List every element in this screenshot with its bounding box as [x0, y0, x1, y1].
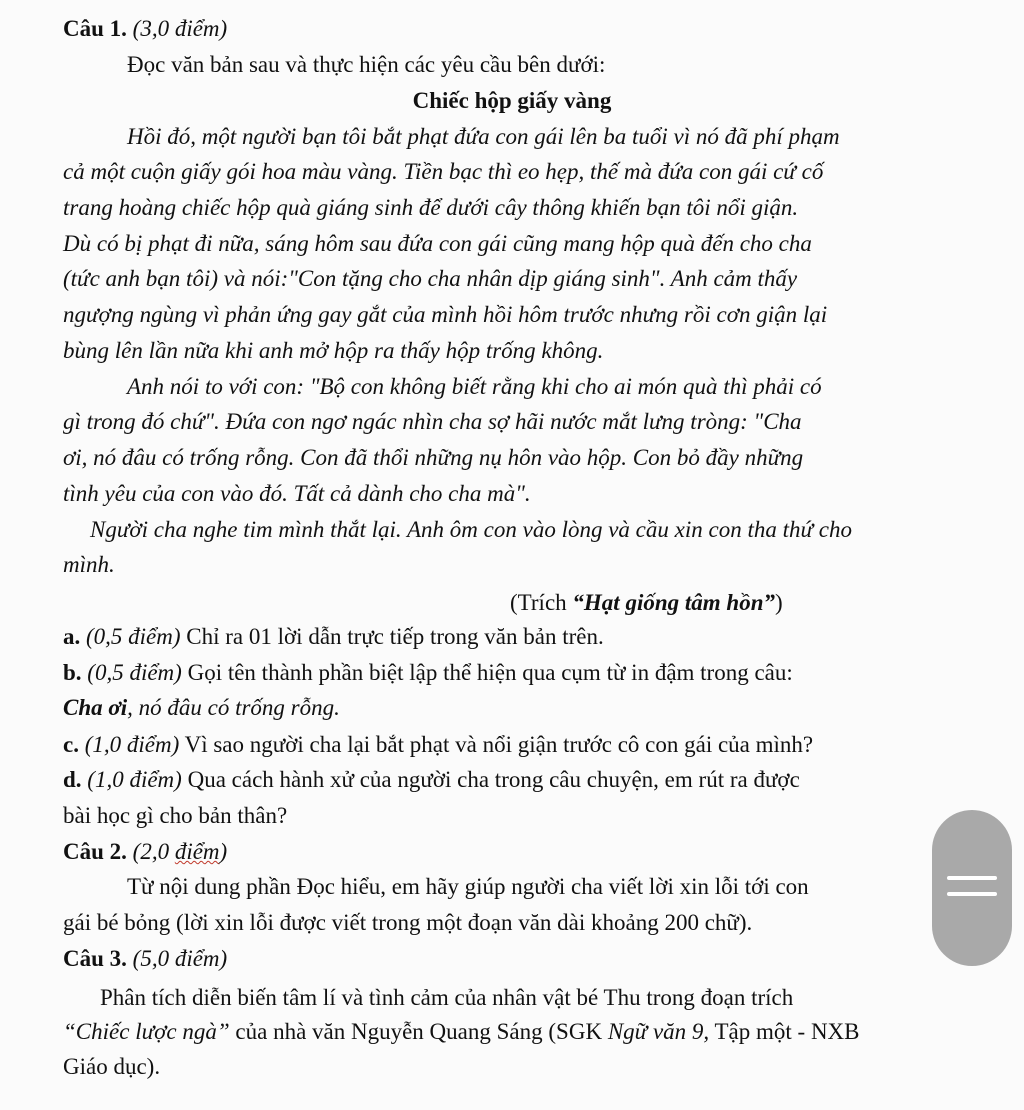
item-d-points: (1,0 điểm): [87, 767, 182, 792]
passage-line: ngượng ngùng vì phản ứng gay gắt của mình hồi hôm trước nhưng rồi cơn giận lại: [63, 302, 828, 327]
q1-label: Câu 1.: [63, 16, 127, 41]
q2-points: (2,0: [132, 839, 175, 864]
item-a: [63, 622, 604, 652]
passage-line: tình yêu của con vào đó. Tất cả dành cho cha mà".: [63, 481, 531, 506]
passage-line: (tức anh bạn tôi) và nói:"Con tặng cho cha nhân dịp giáng sinh". Anh cảm thấy: [63, 266, 798, 291]
q3-heading: [63, 944, 227, 974]
q2-points-end: ): [219, 839, 228, 864]
passage-line: mình.: [63, 552, 115, 577]
q1-instruction: Đọc văn bản sau và thực hiện các yêu cầu bên dưới:: [127, 52, 606, 77]
passage-line: cả một cuộn giấy gói hoa màu vàng. Tiền bạc thì eo hẹp, thế mà đứa con gái cứ cố: [63, 159, 824, 184]
q2-label: Câu 2.: [63, 839, 127, 864]
source-citation: [510, 588, 783, 618]
q3-line2-text: của nhà văn Nguyễn Quang Sáng (SGK: [229, 1019, 608, 1044]
item-d-line2: bài học gì cho bản thân?: [63, 803, 288, 828]
item-b-points: (0,5 điểm): [87, 660, 182, 685]
q2-line1: Từ nội dung phần Đọc hiểu, em hãy giúp người cha viết lời xin lỗi tới con: [127, 874, 809, 899]
item-a-points: (0,5 điểm): [86, 624, 181, 649]
item-a-text: Chỉ ra 01 lời dẫn trực tiếp trong văn bản trên.: [186, 624, 604, 649]
q2-heading: [63, 837, 227, 867]
passage-line: Dù có bị phạt đi nữa, sáng hôm sau đứa con gái cũng mang hộp quà đến cho cha: [63, 231, 812, 256]
q2-line2: gái bé bỏng (lời xin lỗi được viết trong một đoạn văn dài khoảng 200 chữ).: [63, 910, 753, 935]
q3-line2: [63, 1017, 860, 1047]
q3-points: (5,0 điểm): [132, 946, 228, 971]
source-title: “Hạt giống tâm hồn”: [572, 590, 775, 615]
item-c: [63, 730, 813, 760]
grip-line-icon: [947, 892, 997, 896]
q1-points: (3,0 điểm): [132, 16, 228, 41]
scroll-handle[interactable]: [932, 810, 1012, 966]
item-b-text: Gọi tên thành phần biệt lập thể hiện qua cụm từ in đậm trong câu:: [187, 660, 793, 685]
item-d-label: d.: [63, 767, 82, 792]
q3-line3: Giáo dục).: [63, 1054, 161, 1079]
source-prefix: (Trích: [510, 590, 573, 615]
passage-line: Người cha nghe tim mình thắt lại. Anh ôm con vào lòng và cầu xin con tha thứ cho: [90, 517, 852, 542]
q3-label: Câu 3.: [63, 946, 127, 971]
q3-line2-end: Tập một - NXB: [709, 1019, 860, 1044]
item-c-label: c.: [63, 732, 79, 757]
item-a-label: a.: [63, 624, 81, 649]
q3-book-title: Ngữ văn 9,: [607, 1019, 710, 1044]
passage-line: bùng lên lần nữa khi anh mở hộp ra thấy hộp trống không.: [63, 338, 604, 363]
item-b-label: b.: [63, 660, 82, 685]
story-title: Chiếc hộp giấy vàng: [412, 88, 612, 113]
item-c-text: Vì sao người cha lại bắt phạt và nổi giận trước cô con gái của mình?: [184, 732, 814, 757]
grip-line-icon: [947, 876, 997, 880]
passage-line: ơi, nó đâu có trống rỗng. Con đã thổi những nụ hôn vào hộp. Con bỏ đầy những: [63, 445, 804, 470]
q1-heading: [63, 14, 227, 44]
item-b-rest: , nó đâu có trống rỗng.: [127, 695, 340, 720]
item-b-bold-phrase: Cha ơi: [63, 695, 128, 720]
passage-line: Anh nói to với con: "Bộ con không biết rằng khi cho ai món quà thì phải có: [127, 374, 822, 399]
source-suffix: ): [775, 590, 783, 615]
passage-line: trang hoàng chiếc hộp quà giáng sinh để dưới cây thông khiến bạn tôi nổi giận.: [63, 195, 799, 220]
q3-line1: Phân tích diễn biến tâm lí và tình cảm của nhân vật bé Thu trong đoạn trích: [100, 985, 794, 1010]
item-d-text: Qua cách hành xử của người cha trong câu chuyện, em rút ra được: [187, 767, 800, 792]
item-d: [63, 765, 800, 795]
item-c-points: (1,0 điểm): [84, 732, 180, 757]
q3-story-title: “Chiếc lược ngà”: [63, 1019, 230, 1044]
passage-line: gì trong đó chứ". Đứa con ngơ ngác nhìn cha sợ hãi nước mắt lưng tròng: "Cha: [63, 409, 802, 434]
q2-points-wavy: điểm: [174, 839, 220, 864]
item-b: [63, 658, 793, 688]
item-b-quote: [63, 693, 340, 723]
passage-line: Hồi đó, một người bạn tôi bắt phạt đứa con gái lên ba tuổi vì nó đã phí phạm: [127, 124, 840, 149]
